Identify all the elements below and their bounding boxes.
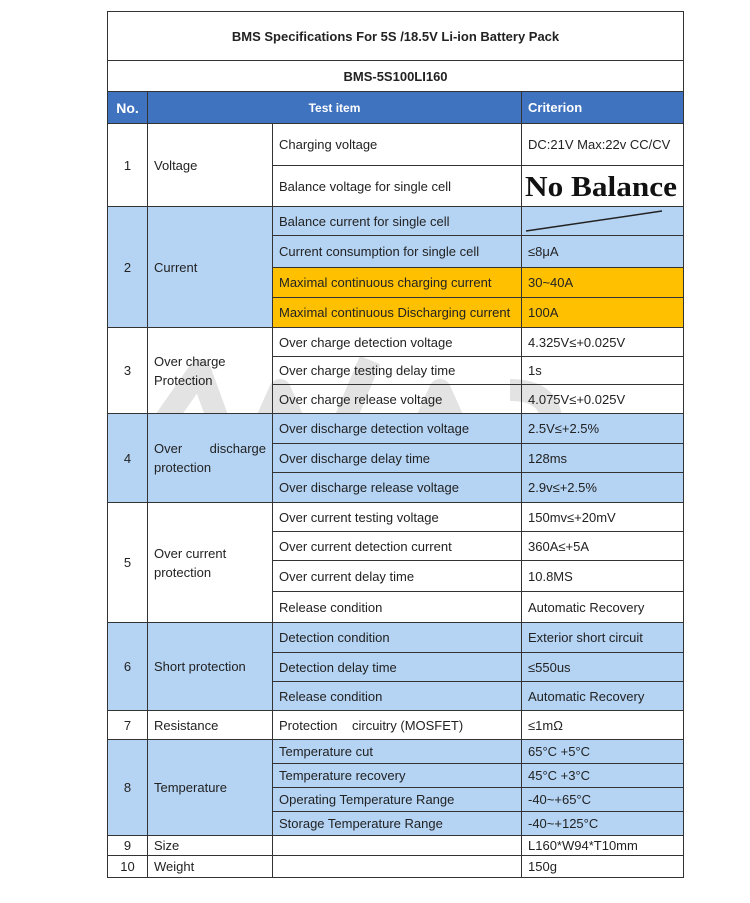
criterion-value: 10.8MS — [522, 561, 684, 592]
test-item: Over current testing voltage — [273, 503, 522, 532]
criterion-value: DC:21V Max:22v CC/CV — [522, 124, 684, 166]
criterion-value: Automatic Recovery — [522, 592, 684, 623]
test-item: Balance current for single cell — [273, 207, 522, 236]
criterion-value: -40~+125°C — [522, 812, 684, 836]
criterion-value: 150g — [522, 856, 684, 878]
criterion-value: 360A≤+5A — [522, 532, 684, 561]
criterion-value — [522, 207, 684, 236]
category-label: Size — [148, 836, 273, 856]
bms-spec-table — [107, 11, 684, 878]
test-item: Detection condition — [273, 623, 522, 653]
category-label: Temperature — [148, 740, 273, 836]
test-item: Current consumption for single cell — [273, 236, 522, 268]
document-title: BMS Specifications For 5S /18.5V Li-ion Battery Pack — [108, 12, 684, 61]
criterion-value: Exterior short circuit — [522, 623, 684, 653]
category-label: Over discharge protection — [148, 414, 273, 503]
test-item: Over discharge release voltage — [273, 473, 522, 503]
row-number: 4 — [108, 414, 148, 503]
category-label: Short protection — [148, 623, 273, 711]
criterion-value: 2.5V≤+2.5% — [522, 414, 684, 444]
test-item: Over discharge delay time — [273, 444, 522, 473]
category-label: Voltage — [148, 124, 273, 207]
criterion-value: 100A — [522, 298, 684, 328]
header-criterion: Criterion — [522, 92, 684, 124]
criterion-value: 128ms — [522, 444, 684, 473]
criterion-value: ≤8μA — [522, 236, 684, 268]
test-item: Operating Temperature Range — [273, 788, 522, 812]
criterion-value: 4.325V≤+0.025V — [522, 328, 684, 357]
criterion-value: 65°C +5°C — [522, 740, 684, 764]
criterion-value: ≤550us — [522, 653, 684, 682]
header-test-item: Test item — [148, 92, 522, 124]
criterion-value: 2.9v≤+2.5% — [522, 473, 684, 503]
criterion-value: L160*W94*T10mm — [522, 836, 684, 856]
row-number: 8 — [108, 740, 148, 836]
test-item: Temperature recovery — [273, 764, 522, 788]
category-label: Weight — [148, 856, 273, 878]
test-item: Temperature cut — [273, 740, 522, 764]
test-item: Over charge testing delay time — [273, 357, 522, 385]
row-number: 10 — [108, 856, 148, 878]
criterion-value: 45°C +3°C — [522, 764, 684, 788]
row-number: 2 — [108, 207, 148, 328]
row-number: 7 — [108, 711, 148, 740]
header-no: No. — [108, 92, 148, 124]
criterion-value: -40~+65°C — [522, 788, 684, 812]
criterion-value: ≤1mΩ — [522, 711, 684, 740]
test-item: Over discharge detection voltage — [273, 414, 522, 444]
test-item: Over charge detection voltage — [273, 328, 522, 357]
criterion-value: 4.075V≤+0.025V — [522, 385, 684, 414]
test-item: Release condition — [273, 682, 522, 711]
category-label: Over current protection — [148, 503, 273, 623]
category-label: Over charge Protection — [148, 328, 273, 414]
category-label: Resistance — [148, 711, 273, 740]
row-number: 5 — [108, 503, 148, 623]
test-item: Over current delay time — [273, 561, 522, 592]
test-item: Maximal continuous charging current — [273, 268, 522, 298]
criterion-value: 1s — [522, 357, 684, 385]
row-number: 1 — [108, 124, 148, 207]
row-number: 6 — [108, 623, 148, 711]
test-item: Maximal continuous Discharging current — [273, 298, 522, 328]
criterion-value: Automatic Recovery — [522, 682, 684, 711]
test-item: Balance voltage for single cell — [273, 166, 522, 207]
no-balance-text: No Balance — [525, 172, 677, 203]
test-item: Protection circuitry (MOSFET) — [273, 711, 522, 740]
test-item — [273, 836, 522, 856]
criterion-value: 150mv≤+20mV — [522, 503, 684, 532]
test-item: Over current detection current — [273, 532, 522, 561]
row-number: 9 — [108, 836, 148, 856]
test-item: Charging voltage — [273, 124, 522, 166]
criterion-value: 30~40A — [522, 268, 684, 298]
test-item — [273, 856, 522, 878]
test-item: Over charge release voltage — [273, 385, 522, 414]
row-number: 3 — [108, 328, 148, 414]
model-number: BMS-5S100LI160 — [108, 61, 684, 92]
test-item: Detection delay time — [273, 653, 522, 682]
no-balance-stamp — [522, 166, 684, 207]
test-item: Storage Temperature Range — [273, 812, 522, 836]
test-item: Release condition — [273, 592, 522, 623]
category-label: Current — [148, 207, 273, 328]
no-balance-strike — [522, 207, 684, 235]
